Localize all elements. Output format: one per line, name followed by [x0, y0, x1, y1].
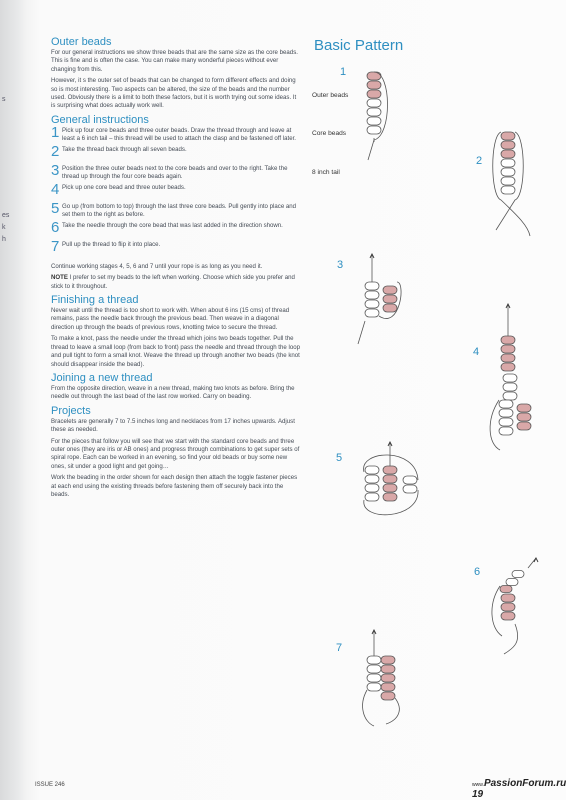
thread	[358, 321, 365, 344]
paragraph: Never wait until the thread is too short to work with. When about 6 ins (15 cms) of thread remains, pass the needle back through the previous bead. Then weave in a diagonal direction up through the beads of previous rows, knotting twice to secure the thread.	[51, 307, 290, 331]
core-bead	[501, 159, 515, 167]
core-bead	[367, 665, 381, 673]
general-instructions-heading: General instructions	[51, 113, 149, 126]
figure-number: 3	[337, 259, 344, 271]
outer-bead	[501, 363, 515, 371]
paragraph: To make a knot, pass the needle under the thread which joins two beads together. Pull the thread to leave a small loop (from back to front) pass the needle and thread through the loop and pull tight to form a small knot. Weave the thread up through another two beads (the knot should disappear inside the bead).	[51, 335, 300, 368]
core-bead	[501, 177, 515, 185]
margin-letter: k	[2, 224, 6, 231]
figure-number: 2	[476, 155, 483, 167]
outer-bead	[500, 586, 512, 593]
core-bead	[367, 683, 381, 691]
step-text: Position the three outer beads next to the core beads and over to the right. Take the thread up through the four core beads again.	[62, 164, 288, 181]
core-bead	[365, 282, 379, 290]
tail-label: 8 inch tail	[312, 169, 340, 176]
core-bead	[365, 475, 379, 483]
outer-bead	[383, 466, 397, 474]
margin-letter: es	[2, 212, 10, 219]
paragraph: Continue working stages 4, 5, 6 and 7 until your rope is as long as you need it.	[51, 262, 263, 270]
paragraph: Bracelets are generally 7 to 7.5 inches long and necklaces from 17 inches upwards. Adjust these as needed.	[51, 417, 295, 434]
core-bead	[365, 466, 379, 474]
step-number: 3	[51, 161, 60, 179]
figure-number: 4	[473, 346, 480, 358]
step-number: 6	[51, 218, 60, 236]
core-bead	[503, 383, 517, 391]
step-text: Go up (from bottom to top) through the last three core beads. Pull gently into place and set them to the right as before.	[62, 202, 297, 219]
paragraph: For the pieces that follow you will see that we start with the standard core beads and three outer ones (they are iris or AB ones) and progress through combinations to get super sets of spiral rope. Each can be worked in an evening, so find your old beads or buy some new ones, sit under a good light and get going…	[51, 437, 300, 470]
outer-bead	[501, 345, 515, 353]
core-bead	[367, 674, 381, 682]
outer-bead	[517, 422, 531, 430]
outer-bead	[383, 286, 397, 294]
core-bead	[367, 656, 381, 664]
core-bead	[365, 484, 379, 492]
outer-bead	[383, 493, 397, 501]
outer-bead	[381, 656, 395, 664]
outer-bead	[367, 72, 381, 80]
figure-number: 1	[340, 66, 347, 78]
finishing-heading: Finishing a thread	[51, 294, 139, 307]
step-number: 4	[51, 180, 60, 198]
outer-bead	[383, 304, 397, 312]
footer-site	[472, 778, 566, 800]
site-prefix: www.	[472, 782, 484, 788]
step-number: 7	[51, 237, 60, 255]
paragraph: From the opposite direction, weave in a new thread, making two knots as before. Bring the needle out through the last bead of the last row worked. Carry on beading.	[51, 384, 295, 401]
core-bead	[365, 309, 379, 317]
thread	[386, 698, 399, 724]
site-name: PassionForum.ru	[483, 778, 566, 789]
outer-bead	[381, 674, 395, 682]
figure-number: 6	[474, 566, 481, 578]
core-bead	[367, 117, 381, 125]
outer-bead	[367, 81, 381, 89]
core-bead	[499, 418, 513, 426]
joining-heading: Joining a new thread	[51, 371, 153, 384]
core-bead	[501, 186, 515, 194]
outer-bead	[501, 612, 515, 620]
margin-letter: s	[2, 96, 6, 103]
core-bead	[499, 409, 513, 417]
outer-bead	[517, 404, 531, 412]
figure-number: 5	[336, 452, 343, 464]
outer-bead	[501, 336, 515, 344]
core-bead	[367, 108, 381, 116]
outer-bead	[501, 603, 515, 611]
core-bead	[503, 392, 517, 400]
outer-beads-label: Outer beads	[312, 92, 349, 99]
page-number: 19	[472, 789, 484, 800]
issue-number: ISSUE 246	[35, 782, 65, 788]
core-bead	[367, 99, 381, 107]
outer-beads-heading: Outer beads	[51, 36, 112, 48]
core-bead	[512, 571, 524, 578]
figure-number: 7	[336, 642, 343, 654]
outer-bead	[501, 141, 515, 149]
outer-bead	[501, 354, 515, 362]
outer-bead	[381, 683, 395, 691]
outer-bead	[383, 295, 397, 303]
core-bead	[503, 374, 517, 382]
step-text: Pick up one core bead and three outer beads.	[62, 183, 186, 191]
step-text: Take the thread back through all seven beads.	[62, 145, 187, 153]
thread	[490, 400, 500, 450]
outer-bead	[501, 132, 515, 140]
basic-pattern-title: Basic Pattern	[314, 37, 404, 54]
paragraph: However, it s the outer set of beads that can be changed to form different effects and doing so is most interesting. Two aspects can be altered, the size of the beads and the number used. Obviously there is a limit to both these factors, but it is worth trying out some ideas. It is surprising what does actually work well.	[51, 77, 297, 110]
outer-bead	[383, 484, 397, 492]
core-beads-label: Core beads	[312, 130, 347, 137]
outer-bead	[501, 594, 515, 602]
outer-bead	[517, 413, 531, 421]
core-bead	[365, 291, 379, 299]
paragraph: Work the beading in the order shown for each design then attach the toggle fastener pieces at each end using the existing threads before fastening them off securely back into the beads.	[51, 474, 298, 498]
core-bead	[365, 493, 379, 501]
paragraph: For our general instructions we show three beads that are the same size as the core beads. This is fine and is often the case. You can make many wonderful pieces without ever changing from this.	[51, 49, 298, 73]
step-number: 5	[51, 199, 60, 217]
thread	[504, 624, 518, 654]
core-bead	[367, 126, 381, 134]
core-bead	[403, 476, 417, 484]
thread	[492, 586, 502, 636]
outer-bead	[383, 475, 397, 483]
note-text: I prefer to set my beads to the left when working. Choose which side you prefer and stick to it throughout.	[51, 274, 295, 290]
outer-bead	[381, 665, 395, 673]
step-text: Pull up the thread to flip it into place.	[62, 240, 161, 248]
arrow-icon	[534, 558, 538, 562]
projects-heading: Projects	[51, 404, 91, 417]
core-bead	[501, 168, 515, 176]
core-bead	[365, 300, 379, 308]
step-text: Take the needle through the core bead that was last added in the direction shown.	[62, 221, 283, 229]
core-bead	[403, 485, 417, 493]
step-number: 1	[51, 123, 60, 141]
margin-letter: h	[2, 236, 6, 243]
outer-bead	[381, 692, 395, 700]
core-bead	[499, 427, 513, 435]
thread	[363, 690, 374, 726]
step-number: 2	[51, 142, 60, 160]
core-bead	[499, 400, 513, 408]
outer-bead	[501, 150, 515, 158]
step-text: Pick up four core beads and three outer beads. Draw the thread through and leave at least a 6 inch tail – this thread will be used to attach the clasp and be fastened off later.	[62, 126, 296, 143]
core-bead	[506, 579, 518, 586]
note-label: NOTE	[51, 274, 68, 282]
outer-bead	[367, 90, 381, 98]
